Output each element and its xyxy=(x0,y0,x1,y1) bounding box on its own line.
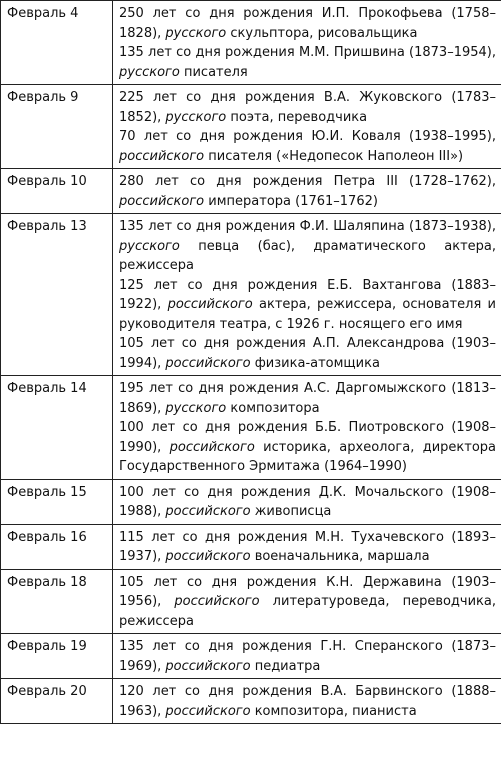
event-entry xyxy=(119,528,496,567)
event-entry xyxy=(119,88,496,127)
event-text: 70 лет со дня рождения Ю.И. Коваля (1938–1995), xyxy=(119,129,496,144)
event-nationality: российского xyxy=(165,658,251,674)
event-entry xyxy=(119,172,496,211)
event-entry xyxy=(119,334,496,373)
table-row xyxy=(1,524,501,569)
event-role: писателя («Недопесок Наполеон III») xyxy=(204,148,464,164)
row-events xyxy=(113,214,501,376)
event-entry xyxy=(119,483,496,522)
event-role: композитора xyxy=(226,400,320,416)
table-row xyxy=(1,634,501,679)
event-nationality: русского xyxy=(119,64,180,80)
event-nationality: русского xyxy=(165,400,227,416)
event-entry xyxy=(119,637,496,676)
event-entry xyxy=(119,4,496,43)
event-text: 120 лет со дня рождения В.А. Барвинского (1888–1963), xyxy=(119,684,496,719)
row-date: Февраль 20 xyxy=(1,679,113,724)
row-events xyxy=(113,479,501,524)
event-role: военачальника, маршала xyxy=(250,549,430,564)
event-entry xyxy=(119,418,496,477)
event-text: 100 лет со дня рождения Д.К. Мочальского (1908–1988), xyxy=(119,484,496,519)
row-events xyxy=(113,524,501,569)
event-text: 195 лет со дня рождения А.С. Даргомыжского (1813–1869), xyxy=(119,381,496,416)
event-entry xyxy=(119,573,496,632)
event-role: писателя xyxy=(179,64,248,80)
event-role: певца (бас), драматического актера, режиссера xyxy=(119,238,496,273)
event-nationality: российского xyxy=(165,703,251,719)
event-entry xyxy=(119,127,496,166)
table-row xyxy=(1,679,501,724)
row-events xyxy=(113,634,501,679)
event-text: 125 лет со дня рождения Е.Б. Вахтангова (1883–1922), xyxy=(119,277,496,312)
event-nationality: российского xyxy=(174,594,260,609)
event-nationality: российского xyxy=(165,549,251,564)
event-role: живописца xyxy=(250,504,332,519)
row-date: Февраль 19 xyxy=(1,634,113,679)
event-role: литературоведа, переводчика, режиссера xyxy=(119,594,497,629)
table-row xyxy=(1,479,501,524)
event-role: поэта, переводчика xyxy=(226,109,368,125)
event-nationality: российского xyxy=(165,355,251,371)
row-date: Февраль 14 xyxy=(1,376,113,480)
table-row xyxy=(1,214,501,376)
event-role: актера, режиссера, основателя и руководителя театра, с 1926 г. носящего его имя xyxy=(119,297,496,332)
row-date: Февраль 18 xyxy=(1,569,113,634)
row-events xyxy=(113,169,501,214)
event-role: императора (1761–1762) xyxy=(204,193,378,209)
event-entry xyxy=(119,379,496,418)
event-role: скульптора, рисовальщика xyxy=(226,25,418,41)
event-nationality: русского xyxy=(165,109,227,125)
row-events xyxy=(113,85,501,169)
event-nationality: русского xyxy=(119,238,180,254)
table-row xyxy=(1,569,501,634)
event-entry xyxy=(119,217,496,276)
event-nationality: российского xyxy=(167,297,253,312)
event-text: 135 лет со дня рождения М.М. Пришвина (1873–1954), xyxy=(119,45,496,60)
event-nationality: российского xyxy=(119,193,205,209)
event-nationality: русского xyxy=(165,25,227,41)
event-text: 280 лет со дня рождения Петра III (1728–1762), xyxy=(119,174,496,189)
event-role: физика-атомщика xyxy=(250,355,380,371)
row-date: Февраль 10 xyxy=(1,169,113,214)
row-date: Февраль 16 xyxy=(1,524,113,569)
row-date: Февраль 13 xyxy=(1,214,113,376)
event-text: 105 лет со дня рождения К.Н. Державина (1903–1956), xyxy=(119,574,496,609)
event-nationality: российского xyxy=(169,439,255,455)
event-text: 105 лет со дня рождения А.П. Александрова (1903–1994), xyxy=(119,336,496,371)
row-events xyxy=(113,569,501,634)
event-text: 115 лет со дня рождения М.Н. Тухачевского (1893–1937), xyxy=(119,529,496,564)
table-row xyxy=(1,85,501,169)
event-text: 135 лет со дня рождения Г.Н. Сперанского (1873–1969), xyxy=(119,639,496,674)
event-role: композитора, пианиста xyxy=(250,703,417,719)
event-entry xyxy=(119,682,496,721)
event-text: 225 лет со дня рождения В.А. Жуковского (1783–1852), xyxy=(119,90,496,125)
event-text: 100 лет со дня рождения Б.Б. Пиотровского (1908–1990), xyxy=(119,420,496,455)
event-role: педиатра xyxy=(250,658,321,674)
event-text: 250 лет со дня рождения И.П. Прокофьева (1758–1828), xyxy=(119,6,496,41)
table-row xyxy=(1,1,501,85)
table-row xyxy=(1,169,501,214)
event-role: историка, археолога, директора Государственного Эрмитажа (1964–1990) xyxy=(119,439,496,474)
row-events xyxy=(113,376,501,480)
row-date: Февраль 4 xyxy=(1,1,113,85)
event-nationality: российского xyxy=(165,504,251,519)
row-events xyxy=(113,679,501,724)
event-text: 135 лет со дня рождения Ф.И. Шаляпина (1873–1938), xyxy=(119,219,496,234)
event-nationality: российского xyxy=(119,148,205,164)
table-body xyxy=(1,1,501,724)
event-entry xyxy=(119,276,496,335)
row-date: Февраль 15 xyxy=(1,479,113,524)
event-entry xyxy=(119,43,496,82)
row-date: Февраль 9 xyxy=(1,85,113,169)
row-events xyxy=(113,1,501,85)
table-row xyxy=(1,376,501,480)
